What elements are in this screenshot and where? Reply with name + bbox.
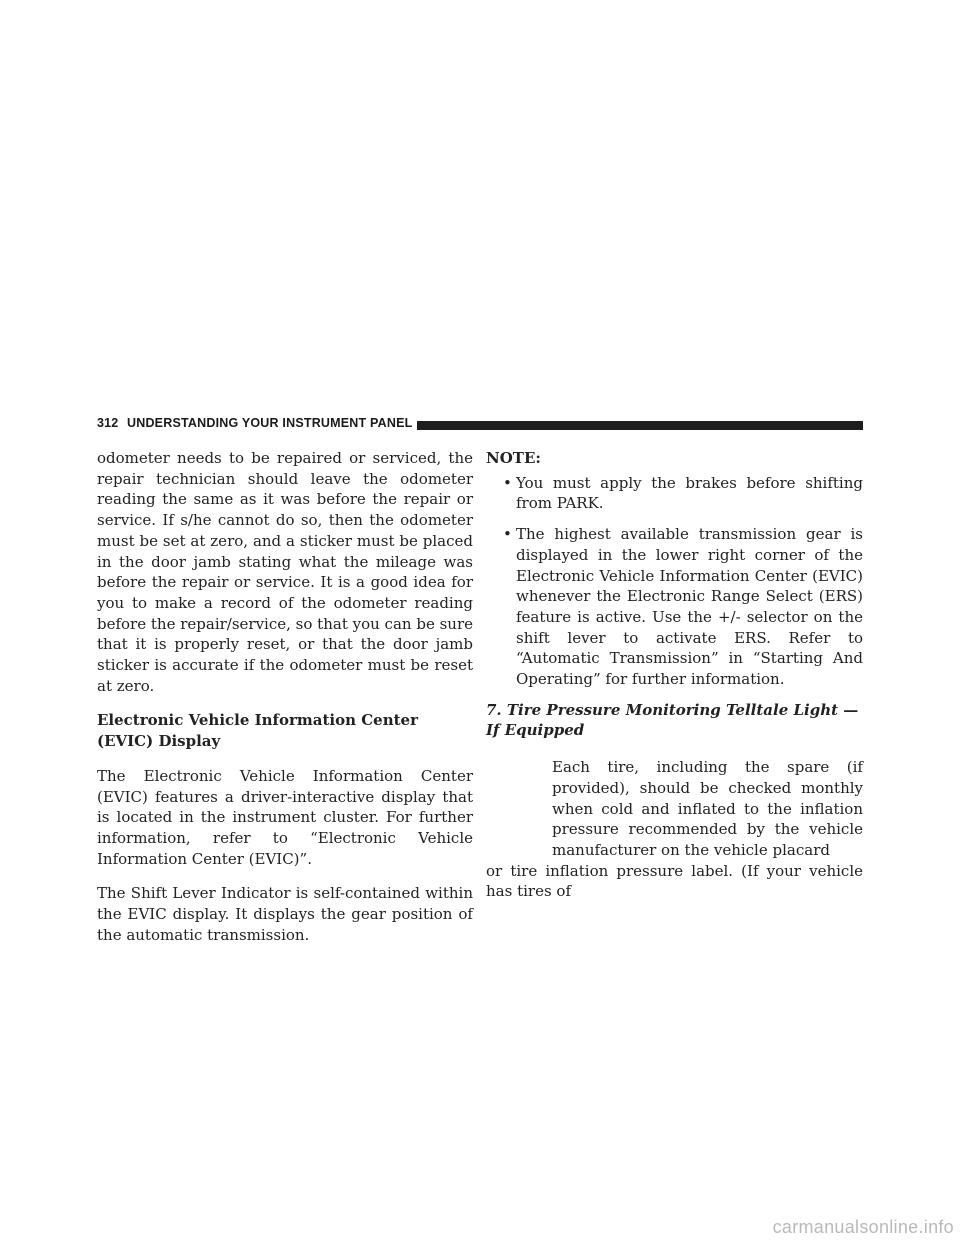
watermark: carmanualsonline.info [772,1217,954,1237]
note-bullet [486,473,863,514]
header-rule [417,421,863,430]
bullet-text: The highest available transmission gear is displayed in the lower right corner of the Electronic Vehicle Information Center (EVIC) whenever the Electronic Range Select (ERS) feature is active. Use the +/- selector on the shift lever to activate ERS. Refer to “Automatic Transmission” in “Starting And Operating” for further information. [516,525,863,689]
right-column [486,448,863,902]
evic-display-heading: Electronic Vehicle Information Center (EVIC) Display [97,711,419,751]
note-bullet [486,524,863,690]
bullet-text: You must apply the brakes before shifting from PARK. [516,473,863,513]
left-column [97,448,473,959]
section-title: UNDERSTANDING YOUR INSTRUMENT PANEL [127,416,413,430]
note-label: NOTE: [486,449,541,467]
page-header [97,414,863,436]
page-number: 312 [97,416,119,430]
evic-paragraph: The Electronic Vehicle Information Center (EVIC) features a driver-interactive display that is located in the instrument cluster. For further information, refer to “Electronic Vehicle Information Center (EVIC)”. [97,766,473,868]
bullet-dot-icon: • [503,525,512,544]
tpms-telltale-heading: 7. Tire Pressure Monitoring Telltale Light — If Equipped [486,700,859,740]
tpms-paragraph: Each tire, including the spare (if provided), should be checked monthly when cold and inflated to the inflation pressure recommended by the vehicle manufacturer on the vehicle placard [552,758,863,859]
shift-lever-paragraph: The Shift Lever Indicator is self-contained within the EVIC display. It displays the gear position of the automatic transmission. [97,884,473,944]
odometer-paragraph: odometer needs to be repaired or serviced, the repair technician should leave the odometer reading the same as it was before the repair or service. If s/he cannot do so, then the odometer must be set at zero, and a sticker must be placed in the door jamb stating what the mileage was before the repair or service. It is a good idea for you to make a record of the odometer reading before the repair/service, so that you can be sure that it is properly reset, or that the door jamb sticker is accurate if the odometer must be reset at zero. [97,449,473,695]
bullet-dot-icon: • [503,473,512,492]
tpms-paragraph-continued: or tire inflation pressure label. (If your vehicle has tires of [486,861,863,901]
